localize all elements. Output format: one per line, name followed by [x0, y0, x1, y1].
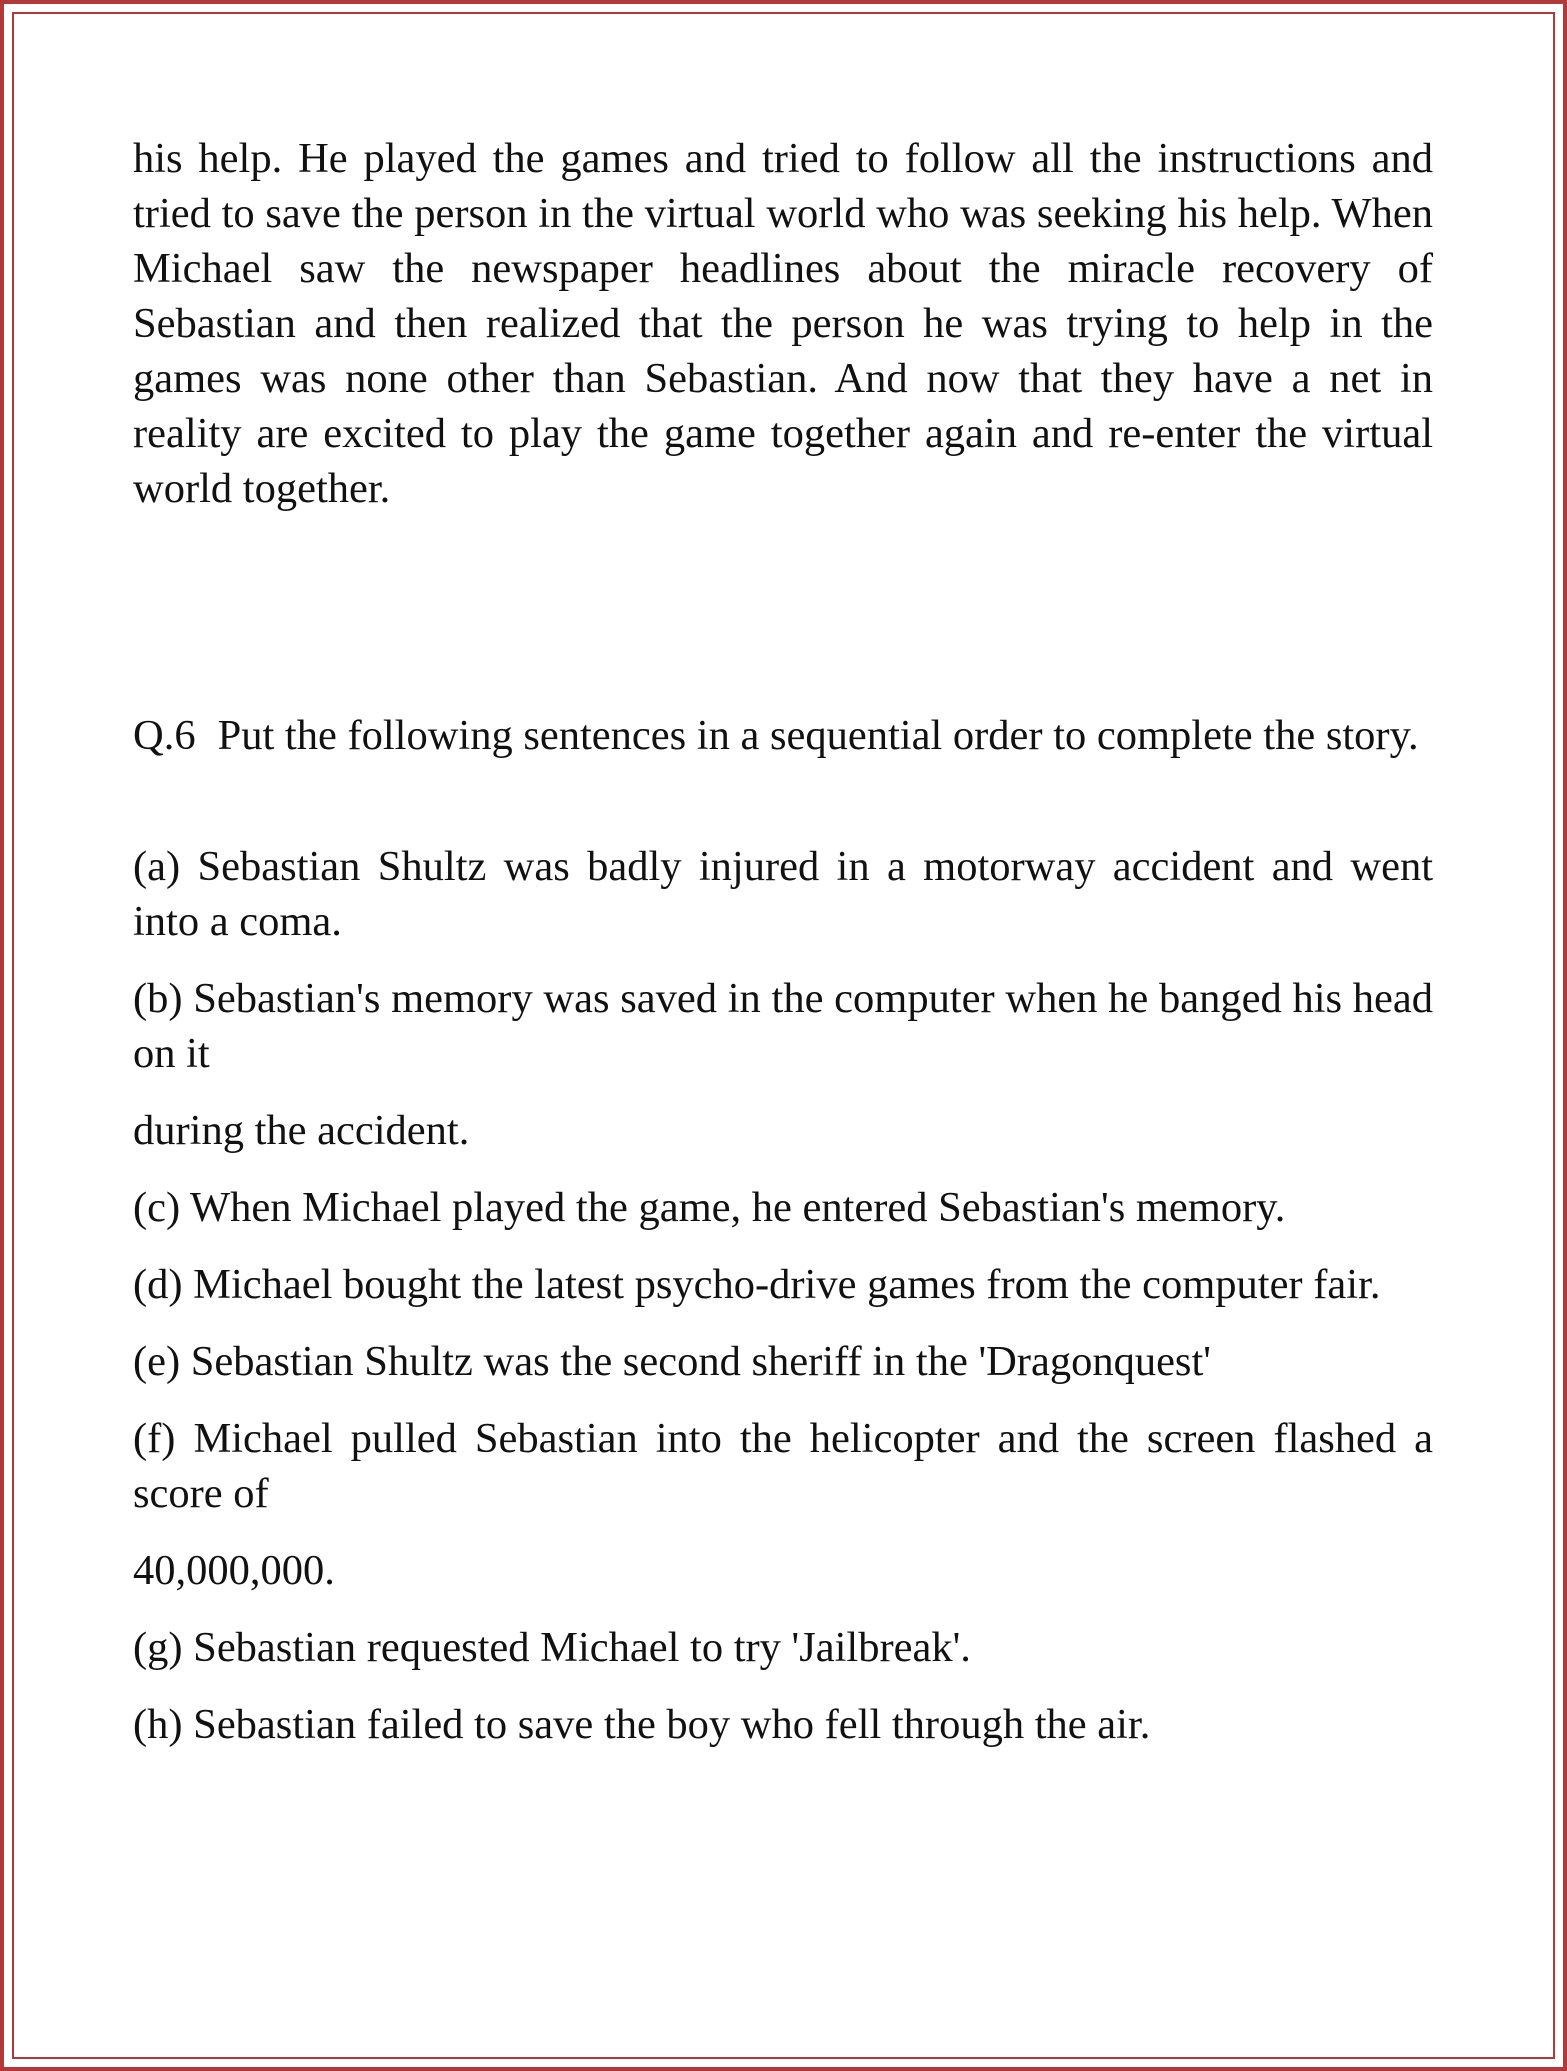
list-item: (c) When Michael played the game, he entered Sebastian's memory. — [133, 1184, 1286, 1231]
list-item: (e) Sebastian Shultz was the second sheriff in the 'Dragonquest' — [133, 1338, 1211, 1385]
list-item: (b) Sebastian's memory was saved in the computer when he banged his head on it — [133, 975, 1433, 1077]
sentence-list — [133, 839, 1433, 1752]
list-item: 40,000,000. — [133, 1547, 335, 1594]
list-item: (d) Michael bought the latest psycho-drive games from the computer fair. — [133, 1261, 1381, 1308]
list-item: (f) Michael pulled Sebastian into the helicopter and the screen flashed a score of — [133, 1415, 1433, 1517]
question-text: Put the following sentences in a sequential order to complete the story. — [217, 712, 1419, 759]
list-item: (h) Sebastian failed to save the boy who fell through the air. — [133, 1701, 1151, 1748]
list-item: (g) Sebastian requested Michael to try 'Jailbreak'. — [133, 1624, 971, 1671]
passage-paragraph: his help. He played the games and tried to follow all the instructions and tried to save the person in the virtual world who was seeking his help. When Michael saw the newspaper headlines about the miracle recovery of Sebastian and then realized that the person he was trying to help in the games was none other than Sebastian. And now that they have a net in reality are excited to play the game together again and re-enter the virtual world together. — [133, 135, 1433, 512]
question-heading — [133, 708, 1433, 763]
document-page — [133, 131, 1433, 1774]
list-item: (a) Sebastian Shultz was badly injured in a motorway accident and went into a coma. — [133, 843, 1433, 945]
question-number: Q.6 — [133, 712, 196, 759]
list-item: during the accident. — [133, 1107, 470, 1154]
